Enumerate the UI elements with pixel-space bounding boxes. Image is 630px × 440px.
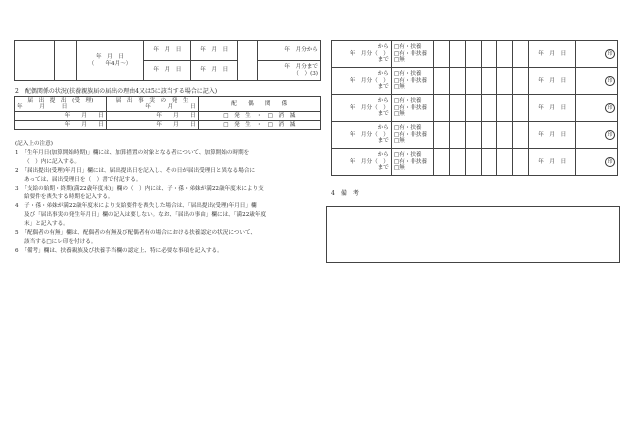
option-spouse-nondependent[interactable]: □有・非扶養 [393, 104, 428, 111]
relation-1[interactable]: □ 発 生 ・ □ 消 滅 [198, 112, 320, 121]
blank-cell [497, 122, 513, 149]
seal-stamp-icon: 印 [605, 76, 615, 86]
top-date-2a: 年 月 日 [144, 41, 191, 61]
period-month: 年 月分（ ） [349, 158, 389, 165]
period-cell [332, 149, 392, 176]
period-until: まで [377, 138, 389, 145]
notes-lines [15, 149, 317, 256]
note-line: 1 「生年月日(加算開始時期)」欄には、加算措置の対象となる者について、加算開始の時期を [15, 149, 250, 156]
note-line: 末」と記入する。 [24, 221, 69, 228]
submit-date-header [15, 97, 107, 112]
option-spouse-nondependent[interactable]: □有・非扶養 [393, 158, 428, 165]
stamp-cell [576, 68, 618, 95]
option-spouse-nondependent[interactable]: □有・非扶養 [393, 77, 428, 84]
row-date: 年 月 日 [529, 41, 576, 68]
blank-cell [433, 122, 449, 149]
period-from: から [377, 71, 389, 78]
option-spouse-dependent[interactable]: □有・扶養 [393, 98, 422, 105]
option-no-spouse[interactable]: □無 [393, 111, 405, 118]
blank-cell [465, 68, 481, 95]
blank-cell [433, 95, 449, 122]
blank-cell [433, 68, 449, 95]
top-date-3b: 年 月 日 [191, 61, 238, 81]
blank-cell [465, 95, 481, 122]
relation-2[interactable]: □ 発 生 ・ □ 消 滅 [198, 121, 320, 130]
blank-cell [433, 41, 449, 68]
blank-cell [481, 68, 497, 95]
note-line: 6 「備考」欄は、扶養親族及び扶養手当欄の認定上、特に必要な事項を記入する。 [15, 247, 223, 254]
period-cell [332, 68, 392, 95]
occur-date-header-line1: 届 出 事 実 の 発 生 [115, 97, 189, 104]
spouse-options [391, 122, 433, 149]
period-cell [332, 95, 392, 122]
blank-cell [513, 95, 529, 122]
period-from: 年 月分から [258, 41, 321, 61]
top-table [14, 40, 321, 81]
blank-cell [497, 68, 513, 95]
top-date-3a: 年 月 日 [191, 41, 238, 61]
period-until: 年 月分まで [284, 64, 318, 70]
table-row [332, 122, 618, 149]
period-from: から [377, 125, 389, 132]
option-spouse-dependent[interactable]: □有・扶養 [393, 125, 422, 132]
occur-date-2: 年 月 日 [106, 121, 198, 130]
remarks-box[interactable] [326, 206, 620, 263]
blank-cell [465, 149, 481, 176]
option-no-spouse[interactable]: □無 [393, 84, 405, 91]
top-cell-blank-2 [54, 41, 76, 81]
spouse-options [391, 95, 433, 122]
blank-cell [449, 41, 465, 68]
section4-heading: 4 備 考 [331, 190, 359, 197]
birth-date-cell [76, 41, 144, 81]
period-month: 年 月分（ ） [349, 77, 389, 84]
stamp-cell [576, 95, 618, 122]
period-cell [332, 122, 392, 149]
spouse-options [391, 149, 433, 176]
seal-stamp-icon: 印 [605, 103, 615, 113]
row-date: 年 月 日 [529, 68, 576, 95]
submit-date-1: 年 月 日 [15, 112, 107, 121]
period-until-cell [258, 61, 321, 81]
notes-title: (記入上の注意) [15, 141, 53, 147]
seal-stamp-icon: 印 [605, 130, 615, 140]
blank-cell [513, 68, 529, 95]
table-row [332, 68, 618, 95]
option-no-spouse[interactable]: □無 [393, 165, 405, 172]
table-row [332, 149, 618, 176]
occur-date-header-line2: 年 月 日 [145, 104, 196, 110]
period-from: から [377, 44, 389, 51]
spouse-options [391, 41, 433, 68]
occur-date-1: 年 月 日 [106, 112, 198, 121]
table-row [332, 41, 618, 68]
birth-date: 年 月 日 [96, 54, 125, 60]
period-month: 年 月分（ ） [349, 104, 389, 111]
top-cell-blank-1 [15, 41, 55, 81]
row-date: 年 月 日 [529, 122, 576, 149]
addition-start: （ 年4月〜） [88, 60, 132, 67]
seal-stamp-icon: 印 [605, 157, 615, 167]
stamp-cell [576, 41, 618, 68]
note-line: 2 「届出提出(受理)年月日」欄には、届出提出日を記入し、その日が届出受理日と異なる場合に [15, 167, 256, 174]
blank-cell [449, 95, 465, 122]
blank-cell [449, 149, 465, 176]
note-line: 5 「配偶者の有無」欄は、配偶者の有無及び配偶者有の場合における扶養認定の状況について、 [15, 230, 257, 237]
note-line: 該当する□にレ印を付ける。 [24, 238, 97, 245]
note-line: （ ）内に記入する。 [24, 158, 80, 165]
spouse-options [391, 68, 433, 95]
period-until-note: （ ）(3) [293, 70, 318, 77]
row-date: 年 月 日 [529, 95, 576, 122]
option-no-spouse[interactable]: □無 [393, 57, 405, 64]
seal-stamp-icon: 印 [605, 49, 615, 59]
period-until: まで [377, 165, 389, 172]
period-month: 年 月分（ ） [349, 131, 389, 138]
note-line: 及び「届出事実の発生年月日」欄の記入は要しない。なお、「届出の事由」欄には、「満22歳年度 [24, 212, 267, 219]
note-line: 4 子・孫・弟妹が満22歳年度末により支給要件を喪失した場合は、「届出提出(受理)年月日」欄 [15, 203, 257, 210]
blank-cell [465, 122, 481, 149]
occur-date-header [106, 97, 198, 112]
option-spouse-nondependent[interactable]: □有・非扶養 [393, 50, 428, 57]
stamp-cell [576, 149, 618, 176]
submit-date-2: 年 月 日 [15, 121, 107, 130]
note-line: あっては、届出受理日を（ ）書で付記する。 [24, 176, 142, 183]
period-until: まで [377, 84, 389, 91]
period-from: から [377, 98, 389, 105]
blank-cell [497, 95, 513, 122]
period-until: まで [377, 111, 389, 118]
relation-header: 配 偶 関 係 [198, 97, 320, 112]
option-no-spouse[interactable]: □無 [393, 138, 405, 145]
blank-cell [513, 149, 529, 176]
option-spouse-dependent[interactable]: □有・扶養 [393, 44, 422, 51]
option-spouse-dependent[interactable]: □有・扶養 [393, 71, 422, 78]
period-from: から [377, 152, 389, 159]
period-until: まで [377, 57, 389, 64]
notes [15, 140, 317, 256]
note-line: 給要件を喪失する時期を記入する。 [24, 194, 114, 201]
right-table [331, 40, 618, 176]
blank-cell [513, 41, 529, 68]
top-date-2b: 年 月 日 [144, 61, 191, 81]
top-cell-blank-3 [238, 41, 258, 81]
table-row [332, 95, 618, 122]
blank-cell [481, 149, 497, 176]
period-month: 年 月分（ ） [349, 50, 389, 57]
blank-cell [465, 41, 481, 68]
blank-cell [433, 149, 449, 176]
submit-date-header-line2: 年 月 日 [17, 104, 68, 110]
stamp-cell [576, 122, 618, 149]
blank-cell [513, 122, 529, 149]
row-date: 年 月 日 [529, 149, 576, 176]
blank-cell [481, 95, 497, 122]
blank-cell [449, 68, 465, 95]
blank-cell [497, 149, 513, 176]
blank-cell [497, 41, 513, 68]
option-spouse-dependent[interactable]: □有・扶養 [393, 152, 422, 159]
period-cell [332, 41, 392, 68]
section2-heading: 2 配偶関係の状況(扶養親族届の届出の理由4又は5に該当する場合に記入) [15, 88, 218, 95]
blank-cell [449, 122, 465, 149]
blank-cell [481, 41, 497, 68]
spouse-table [14, 96, 321, 130]
option-spouse-nondependent[interactable]: □有・非扶養 [393, 131, 428, 138]
note-line: 3 「支給の始期・終期(満22歳年度末)」欄の（ ）内には、子・孫・弟妹が満22歳年度末により支 [15, 185, 264, 192]
submit-date-header-line1: 届 出 提 出 (受 理) [27, 97, 94, 104]
blank-cell [481, 122, 497, 149]
